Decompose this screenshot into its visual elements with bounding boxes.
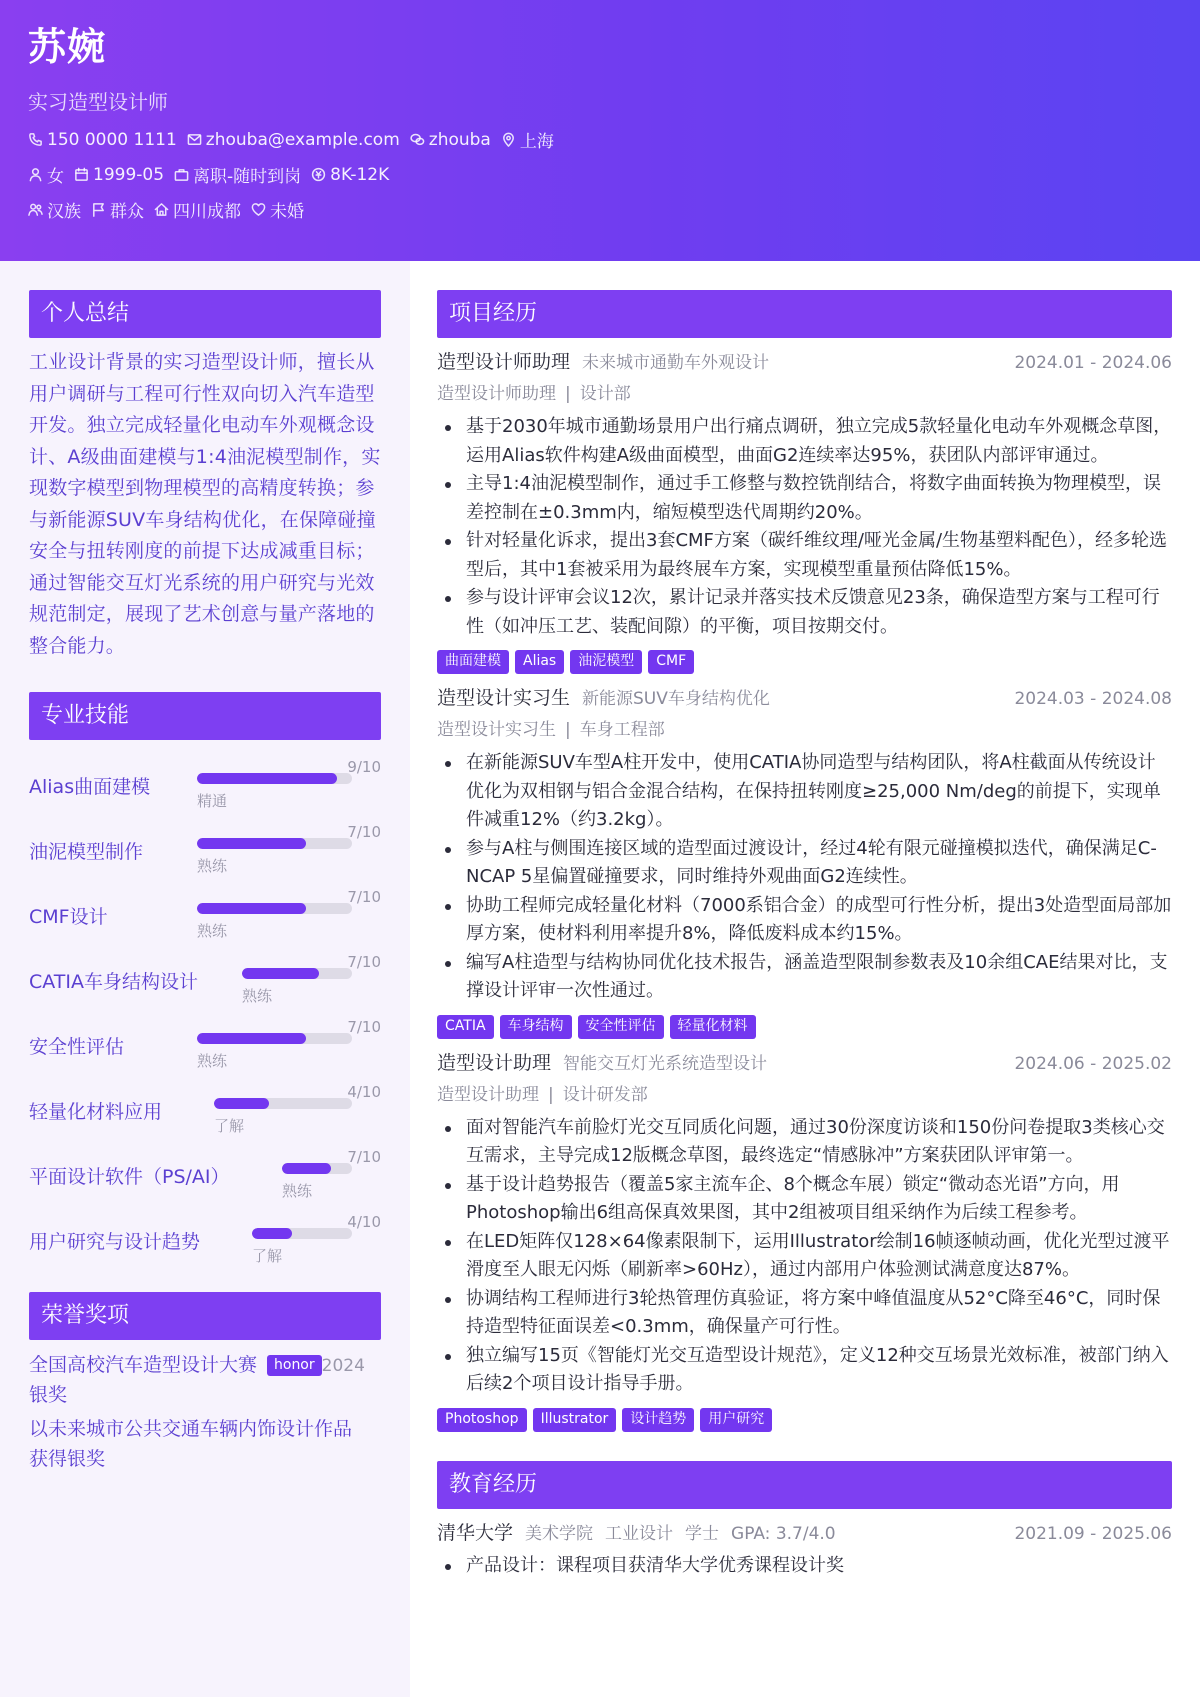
skill-bar xyxy=(197,773,352,784)
briefcase-icon xyxy=(174,167,189,182)
flag-icon xyxy=(91,202,106,217)
projects-list xyxy=(437,347,1172,1432)
summary-text: 工业设计背景的实习造型设计师，擅长从用户调研与工程可行性双向切入汽车造型开发。独立完成轻量化电动车外观概念设计、A级曲面建模与1:4油泥模型制作，实现数字模型到物理模型的高精度转换；参与新能源SUV车身结构优化，在保障碰撞安全与扭转刚度的前提下达成减重目标；通过智能交互灯光系统的用户研究与光效规范制定，展现了艺术创意与量产落地的整合能力。 xyxy=(29,351,381,657)
location-text: 上海 xyxy=(519,132,554,152)
project-bullet: 主导1:4油泥模型制作，通过手工修整与数控铣削结合，将数字曲面转换为物理模型，误差控制在±0.3mm内，缩短模型迭代周期约20%。 xyxy=(437,470,1172,527)
skill-score: 7/10 xyxy=(347,953,381,971)
project-header xyxy=(437,683,1172,713)
hometown-item xyxy=(154,197,241,222)
education-heading: 教育经历 xyxy=(437,1461,1172,1509)
project-bullet: 独立编写15页《智能灯光交互造型设计规范》，定义12种交互场景光效标准，被部门纳入后续2个项目设计指导手册。 xyxy=(437,1342,1172,1399)
wechat-item xyxy=(410,130,491,150)
user-icon xyxy=(28,167,43,182)
skill-name: CMF设计 xyxy=(29,906,108,928)
gender-text: 女 xyxy=(47,167,64,187)
project-role-line xyxy=(437,379,1172,405)
project-title: 造型设计实习生 xyxy=(437,687,571,709)
candidate-title: 实习造型设计师 xyxy=(28,90,168,114)
gpa-text: GPA: 3.7/4.0 xyxy=(731,1523,836,1544)
project-role: 造型设计助理 xyxy=(437,1084,539,1105)
wechat-text: zhouba xyxy=(428,129,491,150)
education-bullet: 产品设计：课程项目获清华大学优秀课程设计奖 xyxy=(437,1552,1172,1581)
honor-item xyxy=(29,1414,381,1474)
skill-level: 熟练 xyxy=(197,1052,228,1070)
salary-icon xyxy=(311,167,326,182)
project-bullets xyxy=(437,413,1172,641)
people-icon xyxy=(28,202,43,217)
ethnicity-item xyxy=(28,197,81,222)
marital-text: 未婚 xyxy=(270,202,304,222)
project-bullet: 基于2030年城市通勤场景用户出行痛点调研，独立完成5款轻量化电动车外观概念草图，运用Alias软件构建A级曲面模型，曲面G2连续率达95%，获团队内部评审通过。 xyxy=(437,413,1172,470)
personal-row xyxy=(28,164,1172,185)
email-item xyxy=(187,130,400,150)
skill-score: 7/10 xyxy=(347,1148,381,1166)
skill-bar-fill xyxy=(214,1098,269,1109)
hometown-text: 四川成都 xyxy=(173,202,241,222)
sidebar xyxy=(0,261,410,1697)
heart-icon xyxy=(251,202,266,217)
main-content xyxy=(437,261,1172,1580)
skill-item xyxy=(29,878,381,943)
project-role: 造型设计师助理 xyxy=(437,384,556,404)
skill-item xyxy=(29,813,381,878)
skill-score: 4/10 xyxy=(347,1213,381,1231)
project-bullet: 面对智能汽车前脸灯光交互同质化问题，通过30份深度访谈和150份问卷提取3类核心交互需求，主导完成12版概念草图，最终选定“情感脉冲”方案获团队评审第一。 xyxy=(437,1114,1172,1171)
project-subtitle: 智能交互灯光系统造型设计 xyxy=(563,1053,768,1074)
phone-item xyxy=(28,130,177,150)
background-row xyxy=(28,199,1172,220)
skill-bar xyxy=(197,903,352,914)
skill-name: Alias曲面建模 xyxy=(29,776,151,798)
skill-score: 7/10 xyxy=(347,823,381,841)
project-bullet: 编写A柱造型与结构协同优化技术报告，涵盖造型限制参数表及10余组CAE结果对比，支撑设计评审一次性通过。 xyxy=(437,949,1172,1006)
skill-level: 熟练 xyxy=(242,987,273,1005)
project-tags xyxy=(437,650,1172,674)
birth-item xyxy=(74,165,164,185)
project-role-line xyxy=(437,1080,1172,1106)
project-tag: 用户研究 xyxy=(700,1408,772,1432)
project-dept: 车身工程部 xyxy=(579,720,665,740)
honor-title: 以未来城市公共交通车辆内饰设计作品获得银奖 xyxy=(29,1418,353,1470)
skill-level: 精通 xyxy=(197,792,228,810)
project-heading xyxy=(437,683,770,710)
project-bullet: 在LED矩阵仅128×64像素限制下，运用Illustrator绘制16帧逐帧动画，优化光型过渡平滑度至人眼无闪烁（刷新率>60Hz），通过内部用户体验测试满意度达87%。 xyxy=(437,1228,1172,1285)
project-tag: 油泥模型 xyxy=(570,650,642,674)
project-entry xyxy=(437,347,1172,674)
skill-name: 平面设计软件（PS/AI） xyxy=(29,1166,230,1188)
project-subtitle: 新能源SUV车身结构优化 xyxy=(582,689,770,709)
project-entry xyxy=(437,1048,1172,1432)
project-heading xyxy=(437,1048,767,1075)
skill-item xyxy=(29,748,381,813)
skill-name: CATIA车身结构设计 xyxy=(29,971,198,993)
skill-name: 油泥模型制作 xyxy=(29,841,144,863)
skill-score: 4/10 xyxy=(347,1083,381,1101)
skill-bar xyxy=(242,968,352,979)
project-header xyxy=(437,1048,1172,1078)
role-separator: | xyxy=(548,1084,554,1105)
project-tag: 安全性评估 xyxy=(578,1015,664,1039)
education-entry xyxy=(437,1518,1172,1548)
project-date: 2024.01 - 2024.06 xyxy=(1014,353,1172,373)
skill-level: 熟练 xyxy=(197,857,228,875)
skill-score: 7/10 xyxy=(347,1018,381,1036)
skill-bar-fill xyxy=(282,1163,331,1174)
project-tag: CATIA xyxy=(437,1015,494,1039)
skill-bar-fill xyxy=(197,903,306,914)
project-tag: Photoshop xyxy=(437,1408,527,1432)
honor-item xyxy=(29,1350,381,1410)
skills-heading: 专业技能 xyxy=(29,692,381,740)
skill-item xyxy=(29,1073,381,1138)
politics-text: 群众 xyxy=(110,202,144,222)
project-date: 2024.06 - 2025.02 xyxy=(1014,1053,1172,1074)
degree-name: 学士 xyxy=(685,1523,720,1544)
project-header xyxy=(437,347,1172,377)
project-tag: Alias xyxy=(515,650,564,674)
project-bullets xyxy=(437,1114,1172,1399)
skill-bar-fill xyxy=(197,838,306,849)
location-icon xyxy=(501,132,516,147)
salary-text: 8K-12K xyxy=(330,164,390,185)
project-tag: 曲面建模 xyxy=(437,650,509,674)
project-title: 造型设计师助理 xyxy=(437,351,571,373)
skill-score: 9/10 xyxy=(347,758,381,776)
project-tags xyxy=(437,1408,1172,1432)
phone-icon xyxy=(28,132,43,147)
project-date: 2024.03 - 2024.08 xyxy=(1014,689,1172,709)
role-separator: | xyxy=(565,720,571,740)
ethnicity-text: 汉族 xyxy=(47,202,81,222)
project-dept: 设计研发部 xyxy=(562,1084,648,1105)
skill-bar-fill xyxy=(252,1228,292,1239)
skill-level: 熟练 xyxy=(282,1182,313,1200)
project-bullet: 参与A柱与侧围连接区域的造型面过渡设计，经过4轮有限元碰撞模拟迭代，确保满足C-NCAP 5星偏置碰撞要求，同时维持外观曲面G2连续性。 xyxy=(437,835,1172,892)
skill-bar-fill xyxy=(242,968,319,979)
project-bullet: 协助工程师完成轻量化材料（7000系铝合金）的成型可行性分析，提出3处造型面局部加厚方案，使材料利用率提升8%，降低废料成本约15%。 xyxy=(437,892,1172,949)
skill-level: 熟练 xyxy=(197,922,228,940)
project-tags xyxy=(437,1015,1172,1039)
skill-item xyxy=(29,1008,381,1073)
skill-bar xyxy=(197,838,352,849)
salary-item xyxy=(311,165,389,185)
marital-item xyxy=(251,197,304,222)
education-date: 2021.09 - 2025.06 xyxy=(1014,1523,1172,1544)
project-role: 造型设计实习生 xyxy=(437,720,556,740)
honors-list xyxy=(29,1350,381,1474)
project-bullets xyxy=(437,749,1172,1006)
project-subtitle: 未来城市通勤车外观设计 xyxy=(582,353,770,373)
honor-badge: honor xyxy=(267,1355,322,1376)
skill-level: 了解 xyxy=(214,1117,245,1135)
college-name: 美术学院 xyxy=(525,1523,594,1544)
summary-heading: 个人总结 xyxy=(29,290,381,338)
project-bullet: 针对轻量化诉求，提出3套CMF方案（碳纤维纹理/哑光金属/生物基塑料配色），经多轮选型后，其中1套被采用为最终展车方案，实现模型重量预估降低15%。 xyxy=(437,527,1172,584)
candidate-name: 苏婉 xyxy=(28,25,107,69)
project-title: 造型设计助理 xyxy=(437,1051,552,1074)
skill-name: 轻量化材料应用 xyxy=(29,1101,163,1123)
project-bullet: 在新能源SUV车型A柱开发中，使用CATIA协同造型与结构团队，将A柱截面从传统设计优化为双相钢与铝合金混合结构，在保持扭转刚度≥25,000 Nm/deg的前提下，实现单件减重12%（约3.2kg）。 xyxy=(437,749,1172,835)
home-icon xyxy=(154,202,169,217)
calendar-icon xyxy=(74,167,89,182)
honor-year: 2024 xyxy=(321,1356,365,1376)
project-role-line xyxy=(437,715,1172,741)
education-info xyxy=(437,1518,836,1545)
project-tag: Illustrator xyxy=(533,1408,617,1432)
mail-icon xyxy=(187,132,202,147)
school-name: 清华大学 xyxy=(437,1521,514,1544)
skill-bar xyxy=(252,1228,352,1239)
honors-heading: 荣誉奖项 xyxy=(29,1292,381,1340)
project-bullet: 协调结构工程师进行3轮热管理仿真验证，将方案中峰值温度从52°C降至46°C，同时保持造型特征面误差<0.3mm，确保量产可行性。 xyxy=(437,1285,1172,1342)
project-bullet: 基于设计趋势报告（覆盖5家主流车企、8个概念车展）锁定“微动态光语”方向，用Photoshop输出6组高保真效果图，其中2组被项目组采纳作为后续工程参考。 xyxy=(437,1171,1172,1228)
project-tag: 车身结构 xyxy=(500,1015,572,1039)
education-bullets xyxy=(437,1552,1172,1581)
project-dept: 设计部 xyxy=(579,384,631,404)
skill-bar-fill xyxy=(197,773,337,784)
projects-heading: 项目经历 xyxy=(437,290,1172,338)
phone-text: 150 0000 1111 xyxy=(47,129,177,150)
project-tag: 轻量化材料 xyxy=(670,1015,756,1039)
location-item xyxy=(501,127,554,152)
politics-item xyxy=(91,197,144,222)
skills-list xyxy=(29,748,381,1268)
status-text: 离职-随时到岗 xyxy=(193,167,302,187)
status-item xyxy=(174,162,301,187)
wechat-icon xyxy=(410,132,425,147)
project-bullet: 参与设计评审会议12次，累计记录并落实技术反馈意见23条，确保造型方案与工程可行性（如冲压工艺、装配间隙）的平衡，项目按期交付。 xyxy=(437,584,1172,641)
project-tag: 设计趋势 xyxy=(622,1408,694,1432)
skill-bar xyxy=(197,1033,352,1044)
project-entry xyxy=(437,683,1172,1039)
project-heading xyxy=(437,347,769,374)
honor-title: 全国高校汽车造型设计大赛银奖 xyxy=(29,1354,258,1406)
resume-header xyxy=(0,0,1200,261)
skill-level: 了解 xyxy=(252,1247,283,1265)
skill-item xyxy=(29,1138,381,1203)
email-text: zhouba@example.com xyxy=(205,129,400,150)
skill-item xyxy=(29,1203,381,1268)
major-name: 工业设计 xyxy=(605,1523,674,1544)
project-tag: CMF xyxy=(648,650,694,674)
skill-bar-fill xyxy=(197,1033,306,1044)
skill-score: 7/10 xyxy=(347,888,381,906)
gender-item xyxy=(28,162,64,187)
contact-row xyxy=(28,129,1172,150)
skill-name: 用户研究与设计趋势 xyxy=(29,1231,201,1253)
birth-text: 1999-05 xyxy=(93,164,165,185)
skill-item xyxy=(29,943,381,1008)
skill-name: 安全性评估 xyxy=(29,1036,125,1058)
skill-bar xyxy=(214,1098,352,1109)
skill-bar xyxy=(282,1163,352,1174)
role-separator: | xyxy=(565,384,571,404)
